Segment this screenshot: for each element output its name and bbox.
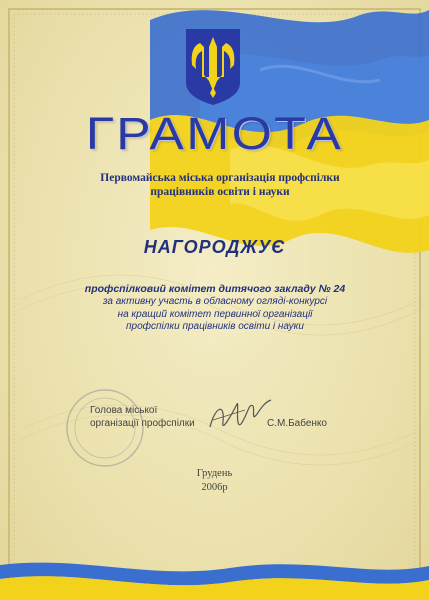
reason-line-2: на кращий комітет первинної організації [117, 308, 313, 320]
signer-role-line-1: Голова міської [90, 405, 158, 416]
award-heading: НАГОРОДЖУЄ [143, 237, 286, 257]
date-month: Грудень [196, 468, 233, 479]
handwritten-signature [205, 392, 275, 442]
reason-line-1: за активну участь в обласному огляді-конкурсі [102, 296, 328, 307]
bottom-flag-ribbon [0, 560, 429, 600]
organization-line-2: працівників освіти і науки [150, 186, 290, 198]
reason-line-3: профспілки працівників освіти і науки [126, 321, 304, 332]
certificate-title: ГРАМОТА [85, 108, 344, 159]
date-year: 2006р [201, 482, 228, 493]
recipient-name: профспілковий комітет дитячого закладу № 24 [84, 283, 346, 295]
issue-date [0, 467, 429, 495]
organization-line-1: Первомайська міська організація профспілки [100, 172, 340, 184]
signer-role-line-2: організації профспілки [90, 417, 195, 429]
signer-name: С.М.Бабенко [267, 418, 327, 429]
signer-role [90, 405, 195, 430]
organization-name [70, 171, 370, 199]
award-reason [60, 296, 370, 334]
trident-emblem [182, 25, 244, 107]
